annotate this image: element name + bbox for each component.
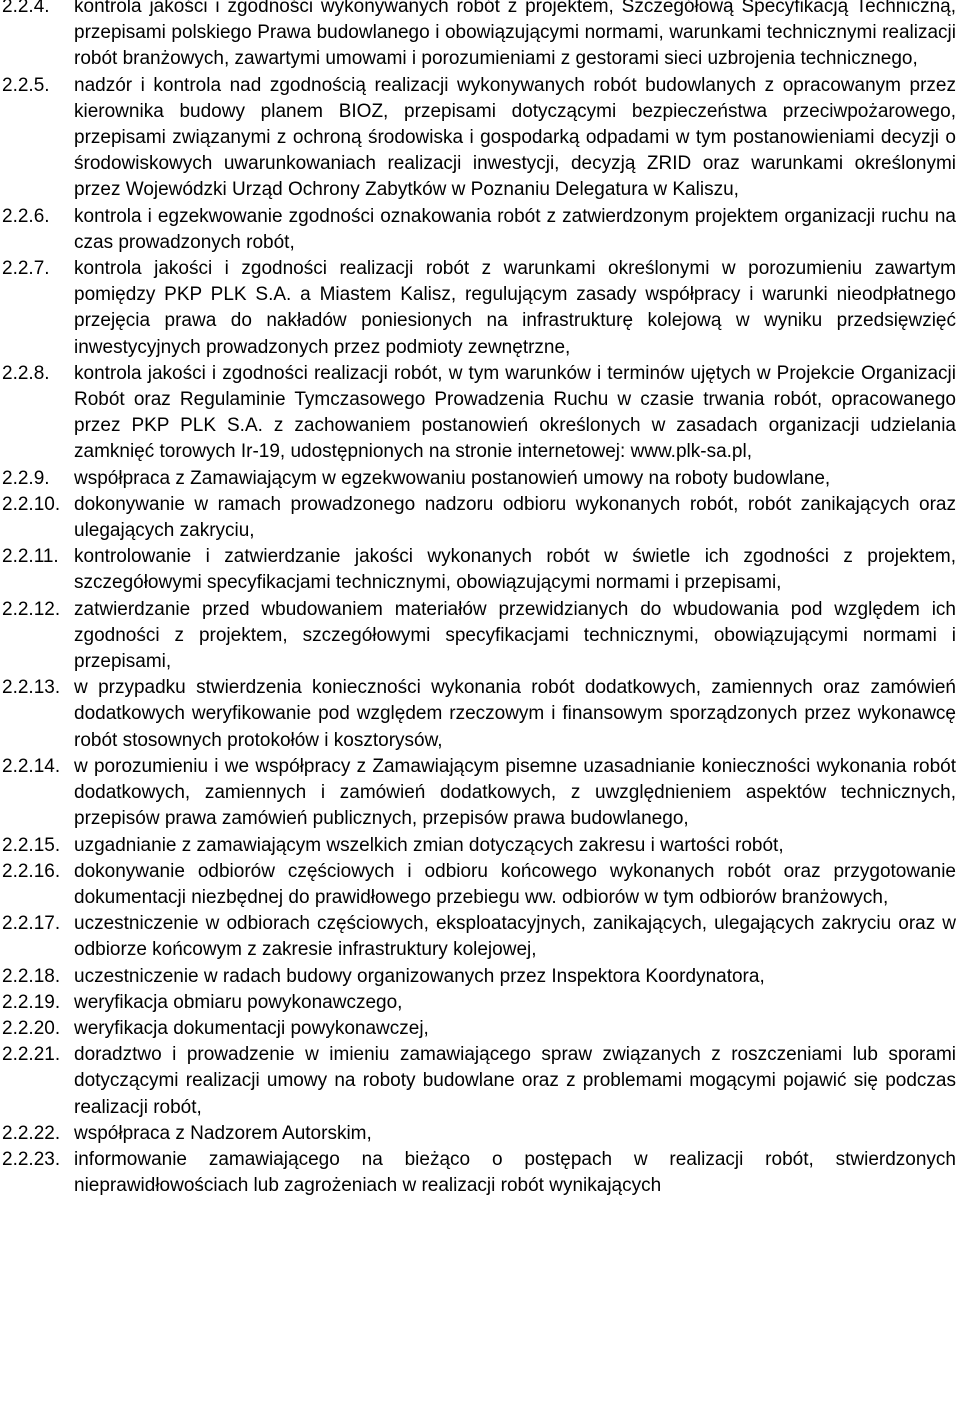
item-number: 2.2.22.	[2, 1122, 61, 1144]
list-item-2-2-19	[2, 990, 958, 1016]
list-item-2-2-21	[2, 1042, 958, 1121]
item-text: nadzór i kontrola nad zgodnością realizacji wykonywanych robót budowlanych z opracowanym przez kierownika budowy planem BIOZ, przepisami dotyczącymi bezpieczeństwa przeciwpożarowego, przepisami związanymi z ochroną środowiska i gospodarką odpadami w tym postanowieniami decyzji o środowiskowych uwarunkowaniach realizacji inwestycji, decyzją ZRID oraz warunkami określonymi przez Wojewódzki Urząd Ochrony Zabytków w Poznaniu Delegatura w Kaliszu,	[74, 74, 956, 201]
list-item-2-2-11	[2, 544, 958, 596]
item-number: 2.2.9.	[2, 467, 50, 489]
item-number: 2.2.8.	[2, 362, 50, 384]
item-text: kontrola jakości i zgodności wykonywanych robót z projektem, Szczegółową Specyfikacją Techniczną, przepisami polskiego Prawa budowlanego i obowiązującymi normami, warunkami technicznymi realizacji robót branżowych, zawartymi umowami i porozumieniami z gestorami sieci uzbrojenia technicznego,	[74, 0, 956, 70]
item-number: 2.2.13.	[2, 677, 61, 699]
item-number: 2.2.14.	[2, 755, 61, 777]
list-item-2-2-6	[2, 204, 958, 256]
item-number: 2.2.19.	[2, 991, 61, 1013]
item-text: w przypadku stwierdzenia konieczności wykonania robót dodatkowych, zamiennych oraz zamówień dodatkowych weryfikowanie pod względem rzeczowym i finansowym sporządzonych przez wykonawcę robót stosownych protokołów i kosztorysów,	[74, 677, 956, 751]
list-item-2-2-15	[2, 833, 958, 859]
item-number: 2.2.11.	[2, 546, 59, 568]
item-text: uczestniczenie w odbiorach częściowych, eksploatacyjnych, zanikających, ulegających zakryciu oraz w odbiorze końcowym z zakresie infrastruktury kolejowej,	[74, 913, 956, 961]
item-text: współpraca z Nadzorem Autorskim,	[74, 1122, 372, 1144]
item-text: weryfikacja dokumentacji powykonawczej,	[74, 1017, 429, 1039]
item-text: kontrola jakości i zgodności realizacji robót z warunkami określonymi w porozumieniu zawartym pomiędzy PKP PLK S.A. a Miastem Kalisz, regulującym zasady współpracy i warunki nieodpłatnego przejęcia prawa do nakładów poniesionych na infrastrukturę kolejową w wyniku przedsięwzięć inwestycyjnych prowadzonych przez podmioty zewnętrzne,	[74, 258, 956, 358]
item-text: zatwierdzanie przed wbudowaniem materiałów przewidzianych do wbudowania pod względem ich zgodności z projektem, szczegółowymi specyfikacjami technicznymi, obowiązującymi normami i przepisami,	[74, 598, 956, 673]
list-item-2-2-5	[2, 73, 958, 204]
item-number: 2.2.5.	[2, 74, 50, 96]
item-text: w porozumieniu i we współpracy z Zamawiającym pisemne uzasadnianie konieczności wykonania robót dodatkowych, zamiennych i zamówień dodatkowych, z uwzględnieniem aspektów technicznych, przepisów prawa zamówień publicznych, przepisów prawa budowlanego,	[74, 755, 956, 830]
item-text: uzgadnianie z zamawiającym wszelkich zmian dotyczących zakresu i wartości robót,	[74, 834, 784, 856]
list-item-2-2-10	[2, 492, 958, 544]
item-text: informowanie zamawiającego na bieżąco o postępach w realizacji robót, stwierdzonych nieprawidłowościach lub zagrożeniach w realizacji robót wynikających	[74, 1148, 956, 1197]
item-text: kontrola i egzekwowanie zgodności oznakowania robót z zatwierdzonym projektem organizacji ruchu na czas prowadzonych robót,	[74, 205, 956, 253]
item-number: 2.2.6.	[2, 205, 50, 227]
item-number: 2.2.12.	[2, 598, 61, 620]
list-item-2-2-9	[2, 466, 958, 492]
item-number: 2.2.7.	[2, 258, 50, 280]
list-item-2-2-17	[2, 911, 958, 963]
list-item-2-2-18	[2, 964, 958, 990]
list-item-2-2-14	[2, 754, 958, 833]
list-item-2-2-22	[2, 1121, 958, 1147]
item-number: 2.2.15.	[2, 834, 61, 856]
item-text: dokonywanie odbiorów częściowych i odbioru końcowego wykonanych robót oraz przygotowanie dokumentacji niezbędnej do prawidłowego przebiegu ww. odbiorów w tym odbiorów branżowych,	[74, 860, 956, 908]
item-number: 2.2.10.	[2, 493, 61, 515]
item-number: 2.2.23.	[2, 1148, 61, 1170]
item-number: 2.2.18.	[2, 965, 61, 987]
item-number: 2.2.21.	[2, 1044, 61, 1066]
item-number: 2.2.20.	[2, 1017, 61, 1039]
list-item-2-2-8	[2, 361, 958, 466]
list-item-2-2-13	[2, 675, 958, 754]
list-item-2-2-4	[2, 0, 958, 73]
item-text: dokonywanie w ramach prowadzonego nadzoru odbioru wykonanych robót, robót zanikających oraz ulegających zakryciu,	[74, 493, 956, 542]
list-item-2-2-7	[2, 256, 958, 361]
item-text: doradztwo i prowadzenie w imieniu zamawiającego spraw związanych z roszczeniami lub sporami dotyczącymi realizacji umowy na roboty budowlane oraz z problemami mogącymi pojawić się podczas realizacji robót,	[74, 1044, 956, 1118]
list-item-2-2-16	[2, 859, 958, 911]
list-item-2-2-23	[2, 1147, 958, 1199]
list-item-2-2-12	[2, 597, 958, 676]
item-number: 2.2.17.	[2, 913, 61, 935]
item-text: uczestniczenie w radach budowy organizowanych przez Inspektora Koordynatora,	[74, 965, 765, 987]
item-text: współpraca z Zamawiającym w egzekwowaniu postanowień umowy na roboty budowlane,	[74, 467, 831, 489]
item-text: weryfikacja obmiaru powykonawczego,	[74, 991, 403, 1013]
item-text: kontrola jakości i zgodności realizacji robót, w tym warunków i terminów ujętych w Projekcie Organizacji Robót oraz Regulaminie Tymczasowego Prowadzenia Ruchu w czasie trwania robót, opracowanego przez PKP PLK S.A. z zachowaniem postanowień określonych w zasadach organizacji udzielania zamknięć torowych Ir-19, udostępnionych na stronie internetowej: www.plk-sa.pl,	[74, 362, 956, 463]
item-number: 2.2.4.	[2, 0, 50, 17]
item-text: kontrolowanie i zatwierdzanie jakości wykonanych robót w świetle ich zgodności z projektem, szczegółowymi specyfikacjami technicznymi, obowiązującymi normami i przepisami,	[74, 546, 956, 594]
item-number: 2.2.16.	[2, 860, 61, 882]
list-item-2-2-20	[2, 1016, 958, 1042]
